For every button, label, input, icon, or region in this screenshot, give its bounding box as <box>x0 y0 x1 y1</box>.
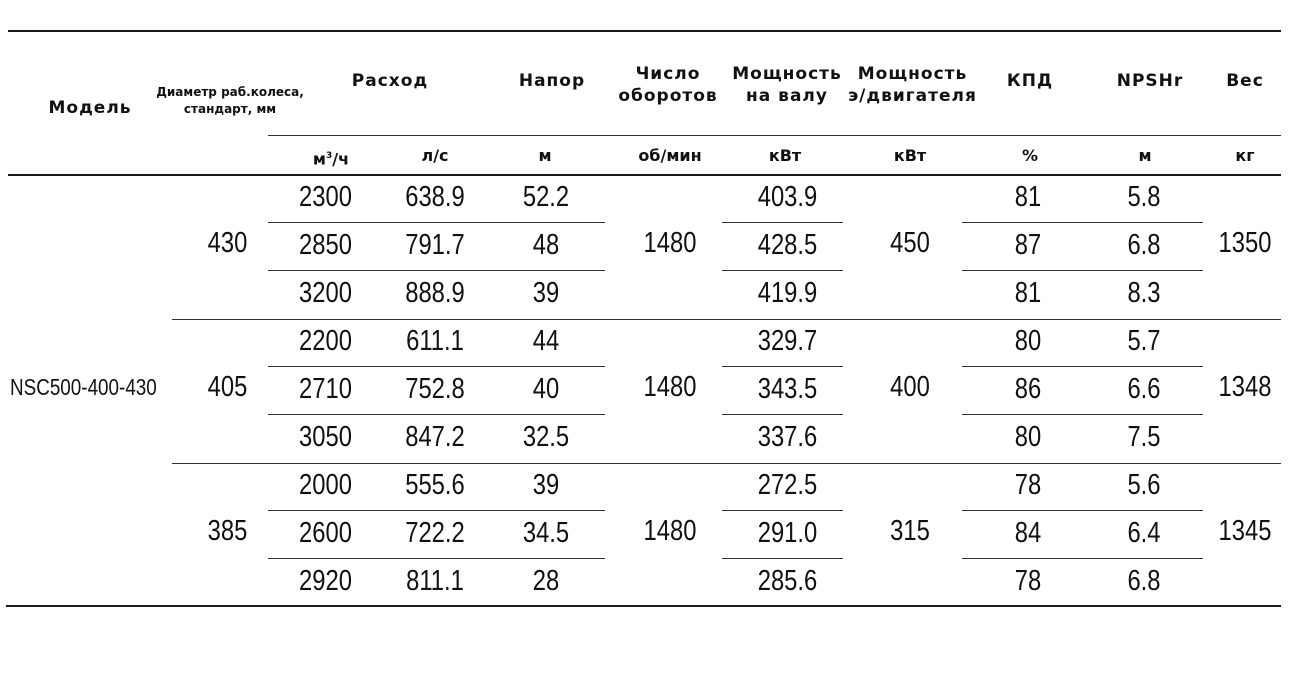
cell-head: 44 <box>532 325 560 357</box>
cell-npshr: 5.7 <box>1127 325 1161 357</box>
header-shaft-power: Мощность на валу <box>732 64 842 106</box>
cell-motor-power: 400 <box>890 371 930 403</box>
cell-efficiency: 86 <box>1014 373 1042 405</box>
cell-efficiency: 78 <box>1014 469 1042 501</box>
cell-flow-m3h: 2600 <box>299 517 352 549</box>
row-separator <box>962 222 1203 223</box>
cell-flow-ls: 752.8 <box>405 373 465 405</box>
row-separator <box>722 558 843 559</box>
row-separator <box>722 510 843 511</box>
row-separator <box>962 270 1203 271</box>
cell-head: 52.2 <box>522 181 570 213</box>
cell-shaft-power: 419.9 <box>757 277 818 309</box>
cell-flow-ls: 847.2 <box>405 421 465 453</box>
row-separator <box>722 366 843 367</box>
row-separator <box>722 222 843 223</box>
cell-diameter: 385 <box>207 515 248 547</box>
cell-flow-m3h: 3200 <box>299 277 352 309</box>
cell-motor-power: 450 <box>890 227 930 259</box>
cell-motor-power: 315 <box>890 515 930 547</box>
row-separator <box>962 510 1203 511</box>
cell-head: 39 <box>532 469 560 501</box>
header-model: Модель <box>48 98 132 118</box>
cell-weight: 1345 <box>1218 515 1272 547</box>
cell-flow-ls: 638.9 <box>405 181 465 213</box>
group-separator <box>172 463 1281 464</box>
header-flow: Расход <box>351 71 429 91</box>
header-bottom-rule <box>8 174 1281 176</box>
cell-flow-ls: 888.9 <box>405 277 465 309</box>
cell-speed: 1480 <box>643 227 697 259</box>
cell-shaft-power: 403.9 <box>757 181 818 213</box>
cell-npshr: 6.6 <box>1127 373 1161 405</box>
cell-speed: 1480 <box>643 371 697 403</box>
cell-flow-ls: 611.1 <box>406 325 464 357</box>
row-separator <box>722 270 843 271</box>
unit-speed: об/мин <box>638 146 702 165</box>
header-weight: Вес <box>1226 71 1264 91</box>
table-top-rule <box>8 30 1281 32</box>
cell-npshr: 6.4 <box>1127 517 1161 549</box>
cell-npshr: 6.8 <box>1127 565 1161 597</box>
row-separator <box>268 414 605 415</box>
cell-npshr: 7.5 <box>1127 421 1161 453</box>
header-speed: Число оборотов <box>618 64 718 106</box>
row-separator <box>962 414 1203 415</box>
cell-flow-ls: 555.6 <box>405 469 465 501</box>
row-separator <box>268 366 605 367</box>
cell-shaft-power: 343.5 <box>757 373 818 405</box>
header-separator <box>268 135 1281 136</box>
row-separator <box>722 414 843 415</box>
cell-efficiency: 78 <box>1014 565 1042 597</box>
cell-head: 48 <box>532 229 560 261</box>
cell-efficiency: 81 <box>1014 181 1042 213</box>
unit-head: м <box>538 146 552 165</box>
header-npshr: NPSHr <box>1116 71 1184 91</box>
cell-shaft-power: 291.0 <box>757 517 818 549</box>
header-motor-power: Мощность э/двигателя <box>848 64 977 106</box>
cell-flow-m3h: 2000 <box>299 469 352 501</box>
row-separator <box>268 222 605 223</box>
cell-diameter: 430 <box>207 227 248 259</box>
cell-shaft-power: 428.5 <box>757 229 818 261</box>
cell-efficiency: 84 <box>1014 517 1042 549</box>
unit-efficiency: % <box>1021 146 1039 165</box>
cell-npshr: 6.8 <box>1127 229 1161 261</box>
table-bottom-rule <box>6 605 1281 607</box>
row-separator <box>268 510 605 511</box>
model-name: NSC500-400-430 <box>10 374 157 400</box>
unit-flow-ls: л/с <box>421 146 449 165</box>
unit-motor-power: кВт <box>893 146 927 165</box>
header-efficiency: КПД <box>1006 71 1054 91</box>
cell-npshr: 8.3 <box>1127 277 1161 309</box>
cell-diameter: 405 <box>207 371 248 403</box>
unit-weight: кг <box>1235 146 1255 165</box>
cell-speed: 1480 <box>643 515 697 547</box>
row-separator <box>268 270 605 271</box>
row-separator <box>268 558 605 559</box>
cell-flow-ls: 722.2 <box>405 517 465 549</box>
unit-npshr: м <box>1138 146 1152 165</box>
cell-weight: 1348 <box>1218 371 1272 403</box>
cell-flow-m3h: 2920 <box>299 565 352 597</box>
cell-efficiency: 80 <box>1014 421 1042 453</box>
cell-flow-m3h: 2710 <box>299 373 352 405</box>
cell-flow-m3h: 2850 <box>299 229 352 261</box>
cell-efficiency: 80 <box>1014 325 1042 357</box>
cell-npshr: 5.6 <box>1127 469 1161 501</box>
row-separator <box>962 558 1203 559</box>
cell-flow-ls: 811.1 <box>406 565 464 597</box>
cell-efficiency: 87 <box>1014 229 1042 261</box>
group-separator <box>172 319 1281 320</box>
cell-head: 28 <box>532 565 560 597</box>
cell-weight: 1350 <box>1218 227 1272 259</box>
header-diameter: Диаметр раб.колеса, стандарт, мм <box>156 85 304 116</box>
cell-flow-ls: 791.7 <box>405 229 465 261</box>
cell-head: 32.5 <box>522 421 570 453</box>
cell-flow-m3h: 2300 <box>299 181 352 213</box>
cell-flow-m3h: 3050 <box>299 421 352 453</box>
cell-head: 40 <box>532 373 560 405</box>
cell-shaft-power: 272.5 <box>757 469 818 501</box>
cell-shaft-power: 285.6 <box>757 565 818 597</box>
unit-flow-m3h: $м^3/ч$ <box>312 149 350 169</box>
cell-flow-m3h: 2200 <box>299 325 352 357</box>
unit-shaft-power: кВт <box>768 146 802 165</box>
cell-head: 34.5 <box>522 517 570 549</box>
cell-head: 39 <box>532 277 560 309</box>
cell-efficiency: 81 <box>1014 277 1042 309</box>
header-head: Напор <box>518 71 586 91</box>
row-separator <box>962 366 1203 367</box>
cell-shaft-power: 337.6 <box>757 421 818 453</box>
cell-npshr: 5.8 <box>1127 181 1161 213</box>
cell-shaft-power: 329.7 <box>757 325 818 357</box>
